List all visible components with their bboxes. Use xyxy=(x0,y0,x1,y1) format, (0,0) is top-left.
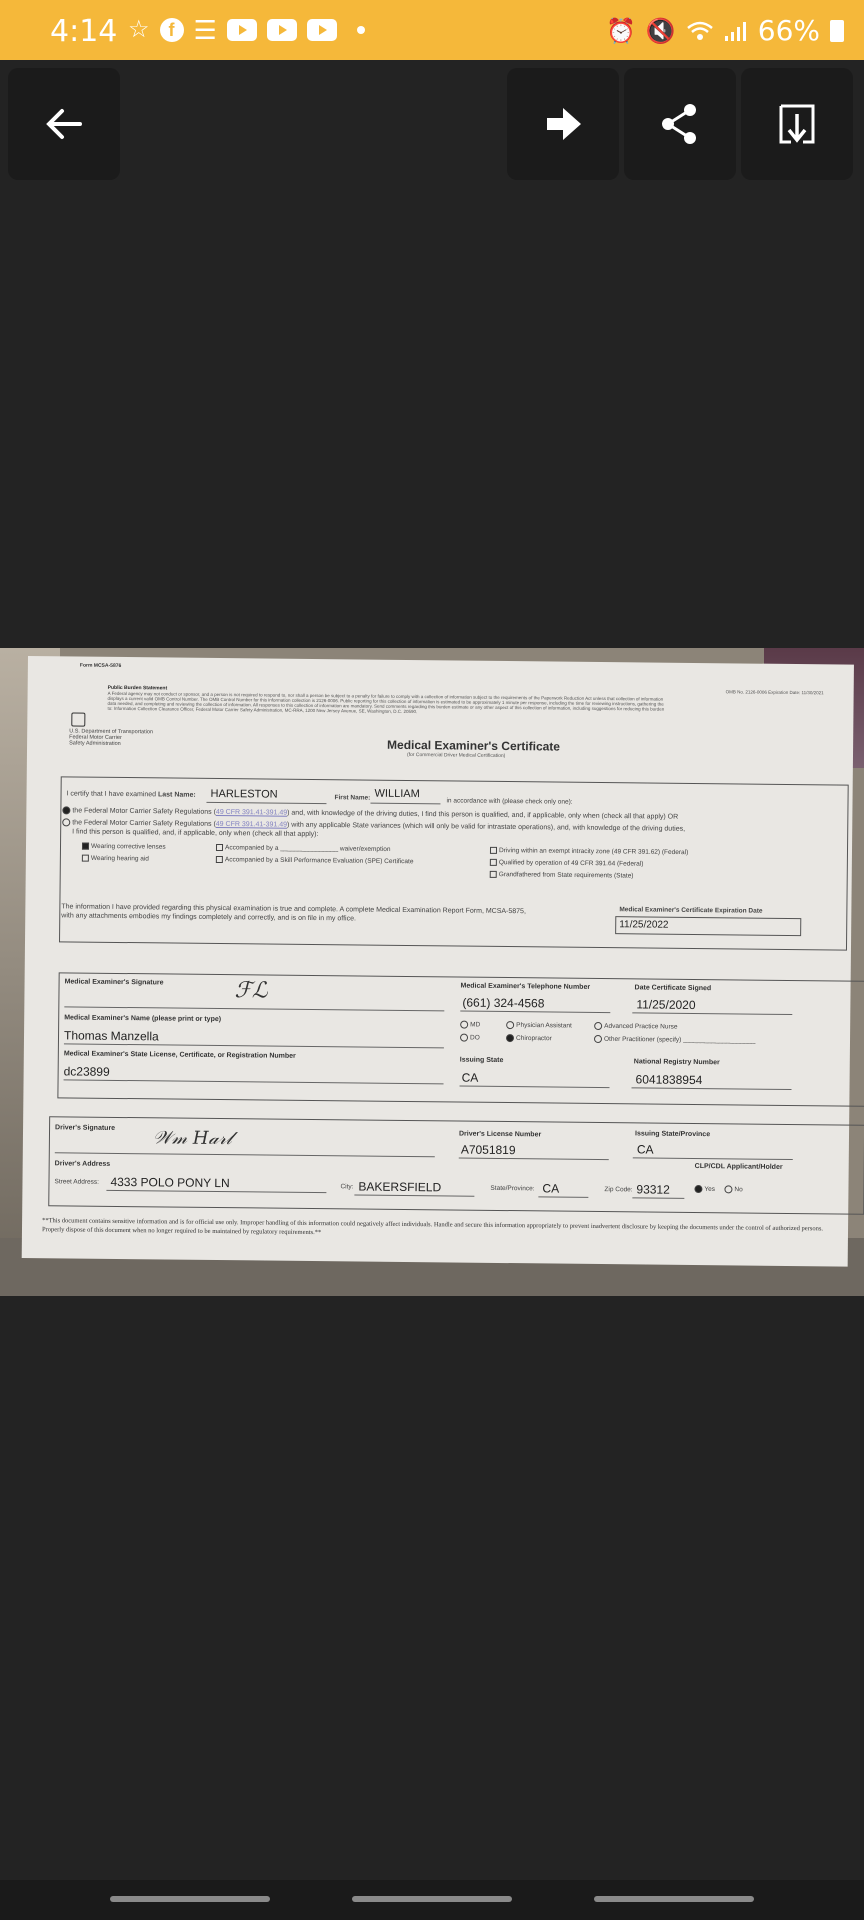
expiration-label: Medical Examiner's Certificate Expiration Date xyxy=(619,906,763,915)
check-spe: Accompanied by a Skill Performance Evaluation (SPE) Certificate xyxy=(216,856,414,865)
me-phone: (661) 324-4568 xyxy=(462,995,545,1011)
mute-icon: 🔇 xyxy=(645,16,676,45)
certificate-title: Medical Examiner's Certificate xyxy=(387,737,561,754)
youtube-icon xyxy=(267,19,297,41)
check-exempt-zone: Driving within an exempt intracity zone (49 CFR 391.62) (Federal) xyxy=(490,847,688,856)
news-icon: ☰ xyxy=(193,15,217,45)
street-label: Street Address: xyxy=(54,1178,99,1186)
alarm-icon: ⏰ xyxy=(605,16,636,45)
issuing-state-value: CA xyxy=(461,1070,479,1085)
opt-other-practitioner: Other Practitioner (specify) ____________________ xyxy=(594,1035,755,1045)
certificate-subtitle: (for Commercial Driver Medical Certification) xyxy=(406,751,506,760)
back-button[interactable] xyxy=(8,68,120,180)
dl-number-label: Driver's License Number xyxy=(458,1130,542,1139)
home-button[interactable] xyxy=(352,1896,512,1902)
state-label: State/Province: xyxy=(490,1184,535,1193)
option-federal: the Federal Motor Carrier Safety Regulations (49 CFR 391.41-391.49) and, with knowledge of the driving duties, I find this person is qualified, and, if applicable, only when (check all that apply) OR xyxy=(62,806,678,820)
nav-back-button[interactable] xyxy=(594,1896,754,1902)
medical-certificate: Form MCSA-5876 Public Burden Statement A Federal agency may not conduct or sponsor, and a person is not required to respond to, nor shall a person be subject to a penalty for failure to comply with a collection of information subject to the requirements of the Paperwork Reduction Act unless that collection of information displays a current valid OMB Control Number. The OMB Control Number for this information collection is 2126-0006. Public reporting for this collection of information is estimated to be approximately 1 minute per response, including the time for reviewing instructions, gathering the data needed, and completing and reviewing the collection of information. All responses to this collection of information are mandatory. Send comments regarding this burden estimate or any other aspect of this collection of information, including suggestions for reducing this burden to: Information Collection Clearance Officer, Federal Motor Carrier Safety Administration, MC-RRA, 1200 New Jersey Avenue, SE, Washington, D.C. 20590. OMB No. 2126-0006 Expiration Date: 11/30/2021 U.S. Department of Transportation Federal Motor Carrier Safety Administration Medical Examiner's Certificate (for Commercial Driver Medical Certification) I certify that I have examined Last Name: HARLESTON First Name: WILLIAM in accordance with (please check only one): the Federal Motor Carrier Safety Regulations (49 CFR 391.41-391.49) and, with knowledge of the driving duties, I find this person is qualified, and, if applicable, only when (check all that apply) OR the Federal Motor Carrier Safety Regulations (49 CFR 391.41-391.49) with any applicable State variances (which will only be valid for intrastate operations), and, with knowledge of the driving duties, I find this person is qualified, and, if applicable, only when (check all that apply): Wearing corrective lenses Wearing hearing aid Accompanied by a ________________ waiver/exemption Accompanied by a Skill Performance Evaluation (SPE) Certificate Driving within an exempt intracity zone (49 CFR 391.62) (Federal) Qualified by operation of 49 CFR 391.64 (Federal) Grandfathered from State requirements (State) The information I have provided regarding this physical examination is true and complete. A complete Medical Examination Report Form, MCSA-5875, with any attachments embodies my findings completely and correctly, and is on file in my office. Medical Examiner's Certificate Expiration Date 11/25/2022 Medical Examiner's Signature ℱℒ Medical Examiner's Telephone Number (661) 324-4568 Date Certificate Signed 11/25/2020 Medical Examiner's Name (please print or type) Thomas Manzella MD DO Physician Assistant Chiropractor Advanced Practice Nurse Other Practitioner (specify) ____________________ Medical Examiner's State License, Certificate, or Registration Number dc23899 Issuing State CA National Registry Number 6041838954 Driver's Signature 𝒲𝓂 𝐻𝒶𝓇𝓁 Driver's License Number A7051819 Issuing State/Province CA Driver's Address CLP/CDL Applicant/Holder Street Address: 4333 POLO PONY LN City: BAKERSFIELD State/Province: CA Zip Code: 93312 Yes No **This document contains sensitive information and is for official use only. Improper handling of this information could negatively affect individuals. Handle and secure this information appropriately to prevent inadvertent disclosure by keeping the documents under the control of authorized persons. Properly dispose of this document when no longer required to be maintained by regulatory requirements.** xyxy=(22,656,854,1267)
forward-button[interactable] xyxy=(507,68,619,180)
zip-value: 93312 xyxy=(636,1182,670,1197)
department-label: U.S. Department of Transportation Federal Motor Carrier Safety Administration xyxy=(69,728,154,747)
first-name-label: First Name: xyxy=(334,794,371,802)
opt-md: MD xyxy=(460,1021,480,1029)
me-name-label: Medical Examiner's Name (please print or type) xyxy=(64,1014,222,1024)
omb-number: OMB No. 2126-0006 Expiration Date: 11/30/2021 xyxy=(725,689,824,696)
dl-state-label: Issuing State/Province xyxy=(634,1130,711,1139)
me-signature: ℱℒ xyxy=(234,978,268,1004)
opt-advanced-practice-nurse: Advanced Practice Nurse xyxy=(594,1022,677,1031)
accordance-text: in accordance with (please check only one): xyxy=(446,797,573,806)
forward-arrow-icon xyxy=(539,100,587,148)
issuing-state-label: Issuing State xyxy=(459,1056,504,1064)
wifi-icon xyxy=(686,20,714,42)
license-value: dc23899 xyxy=(63,1064,110,1079)
attestation-text: The information I have provided regarding this physical examination is true and complete. A complete Medical Examination Report Form, MCSA-5875, with any attachments embodies my findings completely and correctly, and is on file in my office. xyxy=(61,903,526,923)
youtube-icon xyxy=(227,19,257,41)
last-name-value: HARLESTON xyxy=(210,787,278,801)
battery-icon xyxy=(830,20,844,42)
option-federal-radio xyxy=(62,806,70,814)
download-icon xyxy=(773,100,821,148)
dot-logo xyxy=(71,712,85,726)
opt-do: DO xyxy=(460,1034,480,1042)
document-photo[interactable] xyxy=(0,648,864,1296)
check-qualified-operation: Qualified by operation of 49 CFR 391.64 (Federal) xyxy=(490,859,644,868)
footer-note: **This document contains sensitive information and is for official use only. Improper handling of this information could negatively affect individuals. Handle and secure this information appropriately to prevent inadvertent disclosure by keeping the documents under the control of authorized persons. Properly dispose of this document when no longer required to be maintained by regulatory requirements.** xyxy=(41,1217,824,1237)
zip-label: Zip Code: xyxy=(604,1186,633,1194)
clp-label: CLP/CDL Applicant/Holder xyxy=(694,1163,783,1171)
option-state-radio xyxy=(62,818,70,826)
dl-number: A7051819 xyxy=(460,1142,516,1158)
clp-no: No xyxy=(724,1185,742,1193)
battery-percent: 66% xyxy=(757,14,820,47)
city-value: BAKERSFIELD xyxy=(358,1179,442,1195)
navigation-bar xyxy=(0,1880,864,1920)
recent-apps-button[interactable] xyxy=(110,1896,270,1902)
share-icon xyxy=(656,100,704,148)
me-signature-label: Medical Examiner's Signature xyxy=(64,978,164,987)
registry-label: National Registry Number xyxy=(633,1058,720,1067)
check-accompanied: Accompanied by a ________________ waiver/exemption xyxy=(216,844,391,853)
driver-address-label: Driver's Address xyxy=(54,1160,111,1168)
me-phone-label: Medical Examiner's Telephone Number xyxy=(460,982,591,991)
download-button[interactable] xyxy=(741,68,853,180)
check-corrective-lenses: Wearing corrective lenses xyxy=(82,843,166,851)
me-name: Thomas Manzella xyxy=(63,1028,159,1044)
status-time: 4:14 xyxy=(50,14,118,49)
street-value: 4333 POLO PONY LN xyxy=(110,1174,230,1191)
clp-yes: Yes xyxy=(694,1185,715,1193)
signal-icon xyxy=(724,20,748,42)
status-bar xyxy=(0,0,864,60)
youtube-icon xyxy=(307,19,337,41)
registry-value: 6041838954 xyxy=(635,1072,703,1088)
date-signed: 11/25/2020 xyxy=(636,997,696,1013)
burden-statement: Public Burden Statement A Federal agency may not conduct or sponsor, and a person is not required to respond to, nor shall a person be subject to a penalty for failure to comply with a collection of information subject to the requirements of the Paperwork Reduction Act unless that collection of information displays a current valid OMB Control Number. The OMB Control Number for this information collection is 2126-0006. Public reporting for this collection of information is estimated to be approximately 1 minute per response, including the time for reviewing instructions, gathering the data needed, and completing and reviewing the collection of information. All responses to this collection of information are mandatory. Send comments regarding this burden estimate or any other aspect of this collection of information, including suggestions for reducing this burden to: Information Collection Clearance Officer, Federal Motor Carrier Safety Administration, MC-RRA, 1200 New Jersey Avenue, SE, Washington, D.C. 20590. xyxy=(107,684,665,715)
opt-chiropractor: Chiropractor xyxy=(506,1034,552,1042)
back-arrow-icon xyxy=(40,100,88,148)
expiration-date: 11/25/2022 xyxy=(619,919,669,931)
dl-state: CA xyxy=(636,1142,654,1157)
facebook-icon: f xyxy=(160,18,184,42)
opt-physician-assistant: Physician Assistant xyxy=(506,1021,572,1030)
license-label: Medical Examiner's State License, Certificate, or Registration Number xyxy=(63,1050,296,1060)
form-number: Form MCSA-5876 xyxy=(79,662,122,669)
share-button[interactable] xyxy=(624,68,736,180)
state-value: CA xyxy=(542,1181,560,1196)
driver-signature: 𝒲𝓂 𝐻𝒶𝓇𝓁 xyxy=(152,1127,233,1150)
star-icon: ☆ xyxy=(128,16,150,43)
notification-dot xyxy=(357,26,365,34)
check-hearing-aid: Wearing hearing aid xyxy=(82,855,149,863)
city-label: City: xyxy=(340,1183,354,1191)
option-state: the Federal Motor Carrier Safety Regulations (49 CFR 391.41-391.49) with any applicable State variances (which will only be valid for intrastate operations), and, with knowledge of the driving duties, xyxy=(62,818,685,833)
driver-signature-label: Driver's Signature xyxy=(55,1124,116,1132)
date-signed-label: Date Certificate Signed xyxy=(634,984,712,993)
check-grandfathered: Grandfathered from State requirements (State) xyxy=(490,871,634,880)
first-name-value: WILLIAM xyxy=(374,787,420,801)
